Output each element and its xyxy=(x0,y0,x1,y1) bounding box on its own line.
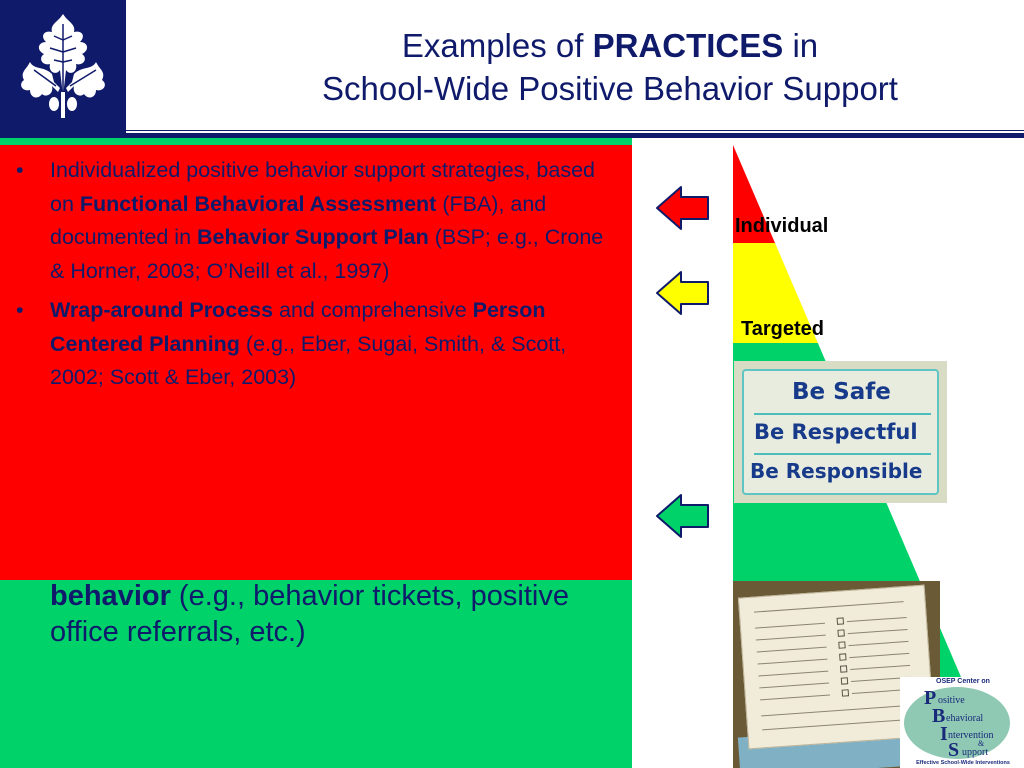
pbis-center-logo xyxy=(900,677,1024,768)
bullet-text: Individualized positive behavior support strategies, based on xyxy=(50,158,595,216)
sign-line-respectful: Be Respectful xyxy=(754,420,918,444)
bullet-marker: • xyxy=(16,298,24,322)
universal-bold: behavior xyxy=(50,580,171,612)
bullet-text: (e.g., Eber, Sugai, Smith, & Scott, 2002; Scott & Eber, 2003) xyxy=(50,331,567,389)
pbis-word-behavioral: ehavioral xyxy=(946,713,984,724)
bullet-text: and comprehensive xyxy=(273,298,473,322)
bullet-text: (BSP; e.g., Crone & Horner, 2003; O’Neill et al., 1997) xyxy=(50,225,604,283)
sign-line-safe: Be Safe xyxy=(792,379,891,405)
bullet-bold: Person Centered Planning xyxy=(50,298,546,356)
title-post: in xyxy=(783,27,819,64)
pbis-logo-footer: Effective School-Wide Interventions xyxy=(916,760,1010,766)
sign-stripe xyxy=(754,453,931,455)
sign-line-responsible: Be Responsible xyxy=(750,459,923,483)
pbis-letter-i: I xyxy=(940,723,948,745)
title-bold: PRACTICES xyxy=(592,27,784,64)
pbis-word-positive: ositive xyxy=(938,695,965,706)
pbis-logo-header: OSEP Center on xyxy=(936,678,990,685)
pbis-letter-p: P xyxy=(924,687,937,709)
pbis-letter-s: S xyxy=(948,739,960,761)
bullet-text: (FBA), and documented in xyxy=(50,191,547,249)
title-line-2: School-Wide Positive Behavior Support xyxy=(322,70,898,107)
title-pre: Examples of xyxy=(401,27,593,64)
bullet-bold: Functional Behavioral Assessment xyxy=(79,191,437,216)
tier-label-targeted: Targeted xyxy=(741,318,824,340)
bullet-marker: • xyxy=(16,158,24,182)
pbis-ampersand: & xyxy=(978,739,985,748)
pbis-word-support: upport xyxy=(962,747,989,758)
sign-board xyxy=(742,369,939,495)
bullet-bold: Wrap-around Process xyxy=(50,298,274,322)
rules-sign-photo xyxy=(734,361,947,503)
pbis-letter-b: B xyxy=(932,705,946,727)
bullet-bold: Behavior Support Plan xyxy=(197,225,429,249)
tier-label-individual: Individual xyxy=(735,215,829,237)
sign-stripe xyxy=(754,413,931,415)
universal-rest: (e.g., behavior tickets, positive office referrals, etc.) xyxy=(50,580,570,648)
pbis-word-intervention: ntervention xyxy=(948,730,994,741)
